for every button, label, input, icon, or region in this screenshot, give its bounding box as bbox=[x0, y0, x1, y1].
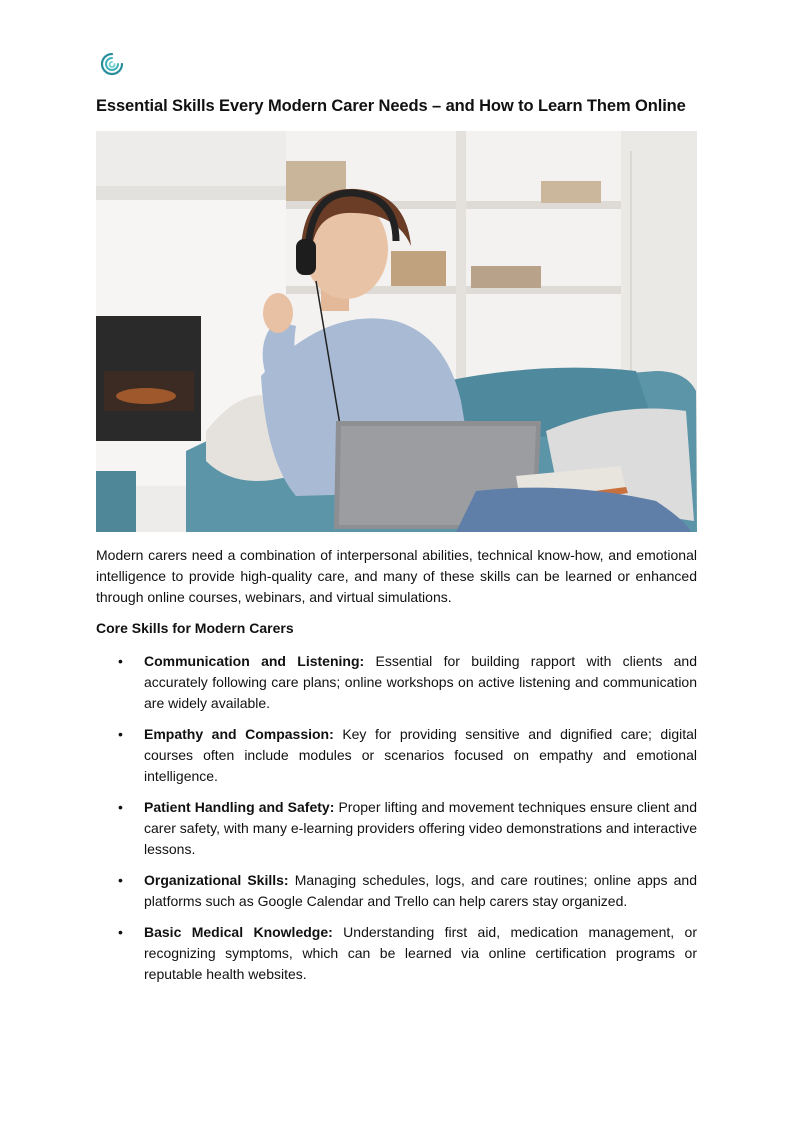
section-heading: Core Skills for Modern Carers bbox=[96, 620, 294, 636]
bullet-icon: • bbox=[118, 799, 123, 815]
page-title: Essential Skills Every Modern Carer Needs – and How to Learn Them Online bbox=[96, 97, 686, 115]
skill-name: Basic Medical Knowledge: bbox=[144, 924, 333, 940]
skills-list bbox=[96, 651, 697, 995]
bullet-icon: • bbox=[118, 726, 123, 742]
intro-paragraph: Modern carers need a combination of interpersonal abilities, technical know-how, and emotional intelligence to provide high-quality care, and many of these skills can be learned or enhanced through online courses, webinars, and virtual simulations. bbox=[96, 547, 697, 605]
skill-description: Proper lifting and movement techniques ensure client and carer safety, with many e-learning providers offering video demonstrations and interactive lessons. bbox=[144, 799, 698, 857]
skill-description: Managing schedules, logs, and care routines; online apps and platforms such as Google Calendar and Trello can help carers stay organized. bbox=[144, 872, 697, 909]
skill-description: Essential for building rapport with clients and accurately following care plans; online workshops on active listening and communication are widely available. bbox=[144, 653, 698, 711]
list-item bbox=[96, 651, 697, 714]
list-item bbox=[96, 797, 697, 860]
list-item bbox=[96, 870, 697, 912]
woman-with-laptop-illustration bbox=[96, 131, 697, 532]
bullet-icon: • bbox=[118, 872, 123, 888]
hero-photo bbox=[96, 131, 697, 532]
skill-description: Key for providing sensitive and dignified care; digital courses often include modules or scenarios focused on empathy and emotional intelligence. bbox=[144, 726, 698, 784]
list-item bbox=[96, 724, 697, 787]
skill-name: Empathy and Compassion: bbox=[144, 726, 334, 742]
skill-name: Patient Handling and Safety: bbox=[144, 799, 335, 815]
list-item bbox=[96, 922, 697, 985]
skill-name: Communication and Listening: bbox=[144, 653, 365, 669]
bullet-icon: • bbox=[118, 653, 123, 669]
skill-description: Understanding first aid, medication management, or recognizing symptoms, which can be learned via online certification programs or reputable health websites. bbox=[144, 924, 697, 982]
skill-name: Organizational Skills: bbox=[144, 872, 289, 888]
bullet-icon: • bbox=[118, 924, 123, 940]
brand-logo-icon bbox=[100, 52, 124, 76]
